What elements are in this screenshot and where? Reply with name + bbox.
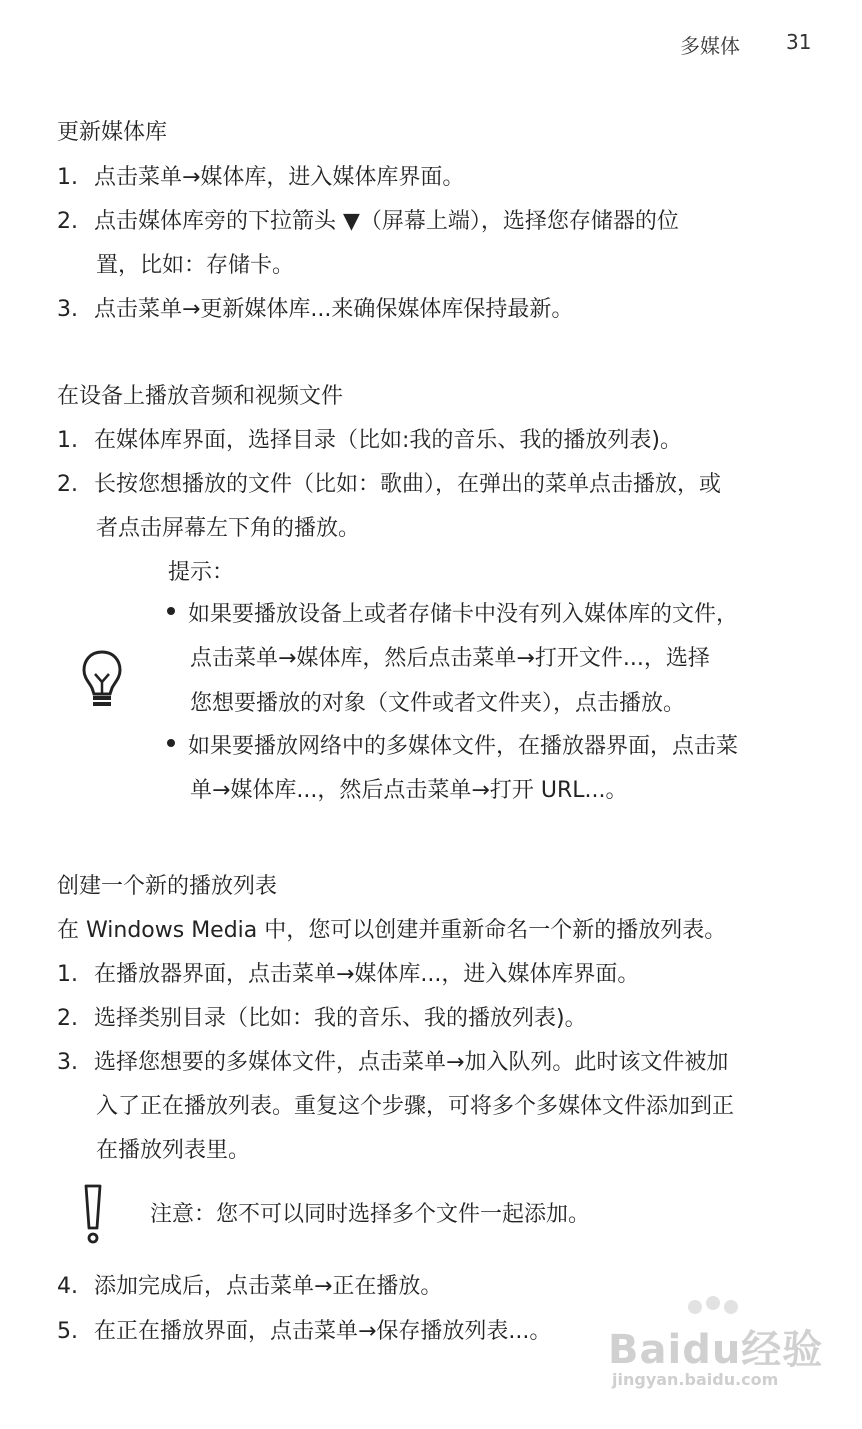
page-number: 31 — [786, 30, 812, 54]
list-item-text: 入了正在播放列表。重复这个步骤，可将多个多媒体文件添加到正 — [96, 1094, 735, 1119]
section-title-update-library: 更新媒体库 — [57, 120, 168, 145]
list-item-text: 在正在播放界面，点击菜单→保存播放列表...。 — [94, 1319, 552, 1344]
header-title: 多媒体 — [680, 34, 740, 58]
list-number: 3. — [57, 1050, 78, 1075]
list-number: 5. — [57, 1319, 78, 1344]
tip-bullet-text: 单→媒体库...，然后点击菜单→打开 URL...。 — [190, 778, 628, 803]
list-item-text: 者点击屏幕左下角的播放。 — [96, 516, 361, 541]
list-item-text: 点击媒体库旁的下拉箭头 ▼（屏幕上端），选择您存储器的位 — [94, 209, 679, 234]
tip-bullet-text: 如果要播放网络中的多媒体文件，在播放器界面，点击菜 — [188, 734, 739, 759]
exclamation-icon — [80, 1182, 106, 1252]
watermark-brand: Baidu经验 — [608, 1327, 824, 1373]
section-title-play-media: 在设备上播放音频和视频文件 — [57, 384, 344, 409]
section-title-create-playlist: 创建一个新的播放列表 — [57, 874, 278, 899]
list-number: 2. — [57, 209, 78, 234]
section-intro: 在 Windows Media 中，您可以创建并重新命名一个新的播放列表。 — [57, 918, 727, 943]
list-item-text: 点击菜单→更新媒体库...来确保媒体库保持最新。 — [94, 297, 574, 322]
paw-toe — [724, 1300, 738, 1314]
paw-toe — [706, 1296, 720, 1310]
list-number: 1. — [57, 962, 78, 987]
list-number: 2. — [57, 1006, 78, 1031]
tip-label: 提示： — [168, 560, 235, 585]
list-item-text: 选择您想要的多媒体文件，点击菜单→加入队列。此时该文件被加 — [94, 1050, 729, 1075]
list-item-text: 置，比如：存储卡。 — [96, 253, 295, 278]
tip-bullet-text: 点击菜单→媒体库，然后点击菜单→打开文件...，选择 — [190, 646, 710, 671]
list-number: 1. — [57, 165, 78, 190]
list-number: 1. — [57, 428, 78, 453]
list-number: 3. — [57, 297, 78, 322]
list-item-text: 在媒体库界面，选择目录（比如:我的音乐、我的播放列表)。 — [94, 428, 682, 453]
list-item-text: 在播放列表里。 — [96, 1138, 251, 1163]
paw-toe — [688, 1300, 702, 1314]
tip-bullet-text: 如果要播放设备上或者存储卡中没有列入媒体库的文件， — [188, 602, 739, 627]
list-item-text: 添加完成后，点击菜单→正在播放。 — [94, 1274, 443, 1299]
tip-bullet-text: 您想要播放的对象（文件或者文件夹），点击播放。 — [190, 691, 686, 716]
list-item-text: 长按您想播放的文件（比如：歌曲），在弹出的菜单点击播放，或 — [94, 472, 722, 497]
list-item-text: 点击菜单→媒体库，进入媒体库界面。 — [94, 165, 465, 190]
note-text: 注意：您不可以同时选择多个文件一起添加。 — [150, 1202, 591, 1227]
lightbulb-icon — [80, 648, 124, 718]
list-number: 2. — [57, 472, 78, 497]
list-number: 4. — [57, 1274, 78, 1299]
bullet-dot — [167, 607, 175, 615]
watermark-url: jingyan.baidu.com — [612, 1370, 779, 1389]
list-item-text: 在播放器界面，点击菜单→媒体库...，进入媒体库界面。 — [94, 962, 640, 987]
list-item-text: 选择类别目录（比如：我的音乐、我的播放列表)。 — [94, 1006, 587, 1031]
bullet-dot — [167, 739, 175, 747]
